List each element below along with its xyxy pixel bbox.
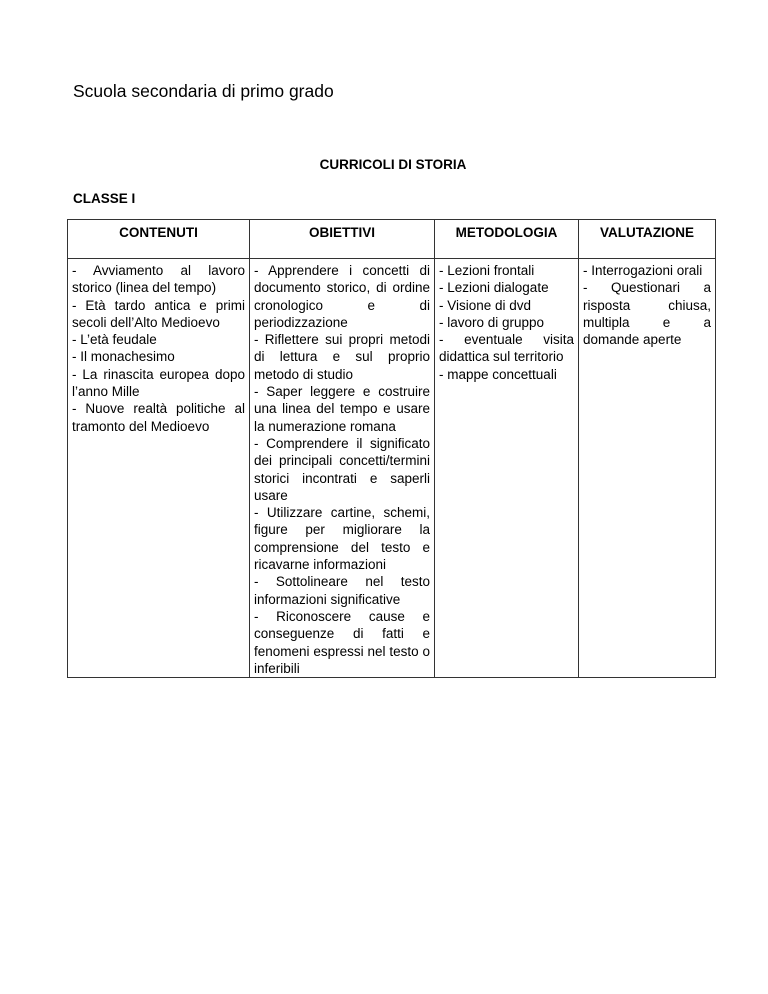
cell-obiettivi [250, 259, 435, 678]
list-item: - Il monachesimo [72, 349, 175, 365]
list-item: - Apprendere i concetti di documento storico, di ordine cronologico e di periodizzazione [254, 263, 430, 330]
list-item: - Saper leggere e costruire una linea del tempo e usare la numerazione romana [254, 384, 430, 434]
cell-metodologia [435, 259, 579, 678]
list-item: - Sottolineare nel testo informazioni significative [254, 574, 430, 607]
list-item: - mappe concettuali [439, 366, 557, 382]
header-metodologia: METODOLOGIA [435, 220, 579, 259]
list-item: - Visione di dvd [439, 297, 532, 313]
cell-contenuti [68, 259, 250, 678]
class-label: CLASSE I [73, 191, 136, 206]
list-item: - Riflettere sui propri metodi di lettura e sul proprio metodo di studio [254, 332, 430, 382]
list-item: - Comprendere il significato dei principali concetti/termini storici incontrati e saperli usare [254, 435, 430, 503]
curriculum-table [67, 219, 716, 678]
document-title: CURRICOLI DI STORIA [319, 157, 467, 172]
table-header-row [68, 220, 716, 259]
list-item: - Lezioni frontali [439, 263, 535, 278]
list-item: - Riconoscere cause e conseguenze di fatti e fenomeni espressi nel testo o inferibili [254, 608, 430, 676]
cell-valutazione [579, 259, 716, 678]
list-item: - Lezioni dialogate [439, 280, 549, 296]
list-item: - Avviamento al lavoro storico (linea del tempo) [72, 263, 245, 296]
header-valutazione: VALUTAZIONE [579, 220, 716, 259]
list-item: - Interrogazioni orali [583, 263, 703, 278]
list-item: - Questionari a risposta chiusa, multipla e a domande aperte [583, 280, 711, 348]
header-obiettivi: OBIETTIVI [250, 220, 435, 259]
table-row [68, 259, 716, 678]
school-level-heading: Scuola secondaria di primo grado [73, 81, 334, 101]
list-item: - La rinascita europea dopo l’anno Mille [72, 366, 245, 400]
list-item: - Nuove realtà politiche al tramonto del Medioevo [72, 401, 245, 434]
header-contenuti: CONTENUTI [68, 220, 250, 259]
list-item: - L’età feudale [72, 332, 157, 348]
list-item: - eventuale visita didattica sul territorio [439, 332, 574, 365]
list-item: - Utilizzare cartine, schemi, figure per migliorare la comprensione del testo e ricavarne informazioni [254, 505, 430, 573]
list-item: - lavoro di gruppo [439, 314, 545, 330]
list-item: - Età tardo antica e primi secoli dell’Alto Medioevo [72, 297, 245, 330]
